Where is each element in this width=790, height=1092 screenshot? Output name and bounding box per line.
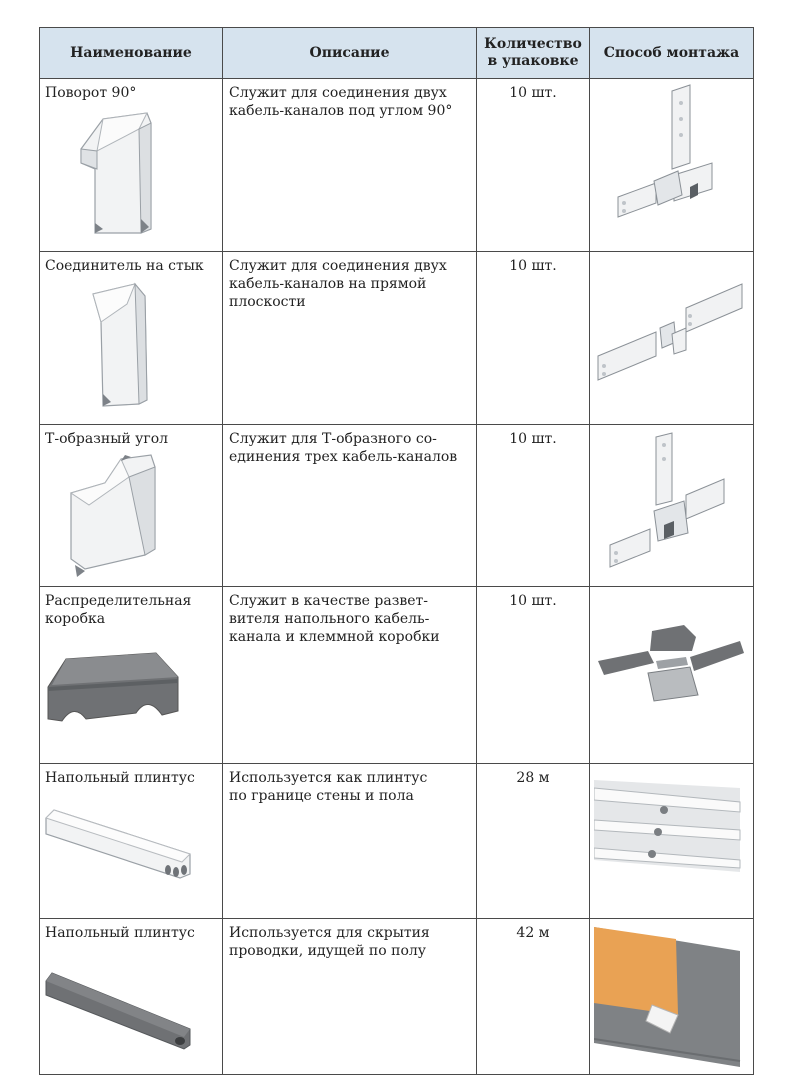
- description-line: Служит для Т-образного со-: [229, 431, 437, 447]
- row-mounting-cell: [590, 587, 754, 764]
- corner-90-mounting-icon: [594, 83, 749, 247]
- description-line: вителя напольного кабель-: [229, 611, 430, 627]
- joint-connector-mounting-icon: [594, 256, 749, 420]
- table-row: [40, 79, 754, 252]
- corner-90-part-icon: [75, 111, 165, 236]
- row-name: Соединитель на стык: [45, 258, 204, 274]
- row-mounting-cell: [590, 919, 754, 1075]
- name-line: Распределительная: [45, 593, 192, 609]
- row-description-cell: [223, 587, 477, 764]
- description-line: Используется как плинтус: [229, 770, 428, 786]
- distribution-box-mounting-icon: [594, 591, 749, 759]
- row-description-cell: [223, 425, 477, 587]
- row-name-cell: [40, 919, 223, 1075]
- row-quantity: 10 шт.: [509, 593, 557, 609]
- description-line: проводки, идущей по полу: [229, 943, 427, 959]
- floor-skirting-part-icon: [44, 804, 194, 884]
- row-quantity-cell: [477, 252, 590, 425]
- row-name: [40, 587, 222, 628]
- row-mounting-cell: [590, 764, 754, 919]
- row-description-cell: [223, 764, 477, 919]
- row-name-cell: [40, 764, 223, 919]
- t-corner-mounting-icon: [594, 429, 749, 583]
- floor-cable-cover-mounting-icon: [594, 923, 749, 1069]
- description-line: кабель-каналов на прямой: [229, 276, 427, 292]
- header-quantity-line2: в упаковке: [487, 53, 579, 69]
- header-mounting: Способ монтажа: [590, 28, 754, 79]
- description-line: Служит для соединения двух: [229, 258, 447, 274]
- distribution-box-part-icon: [44, 649, 184, 729]
- row-quantity-cell: [477, 919, 590, 1075]
- t-corner-part-icon: [65, 453, 165, 581]
- floor-cable-cover-part-icon: [44, 969, 194, 1059]
- description-line: плоскости: [229, 294, 306, 310]
- row-mounting-cell: [590, 425, 754, 587]
- row-name: Напольный плинтус: [45, 770, 195, 786]
- joint-connector-part-icon: [85, 282, 165, 412]
- table-row: [40, 252, 754, 425]
- row-name: Поворот 90°: [45, 85, 137, 101]
- description-line: Служит для соединения двух: [229, 85, 447, 101]
- row-name-cell: [40, 252, 223, 425]
- row-quantity: 10 шт.: [509, 258, 557, 274]
- row-mounting-cell: [590, 79, 754, 252]
- table-row: [40, 425, 754, 587]
- description-line: Используется для скрытия: [229, 925, 430, 941]
- row-quantity-cell: [477, 764, 590, 919]
- row-name-cell: [40, 587, 223, 764]
- row-quantity-cell: [477, 425, 590, 587]
- row-quantity: 10 шт.: [509, 431, 557, 447]
- row-description-cell: [223, 79, 477, 252]
- header-name: Наименование: [40, 28, 223, 79]
- row-name-cell: [40, 425, 223, 587]
- header-quantity: [477, 28, 590, 79]
- description-line: канала и клеммной коробки: [229, 629, 440, 645]
- row-quantity: 42 м: [516, 925, 550, 941]
- description-line: кабель-каналов под углом 90°: [229, 103, 453, 119]
- row-name-cell: [40, 79, 223, 252]
- table-row: [40, 764, 754, 919]
- description-line: Служит в качестве развет-: [229, 593, 429, 609]
- table-row: [40, 587, 754, 764]
- header-description: Описание: [223, 28, 477, 79]
- row-quantity: 10 шт.: [509, 85, 557, 101]
- accessories-table: [39, 27, 754, 1075]
- row-mounting-cell: [590, 252, 754, 425]
- row-quantity: 28 м: [516, 770, 550, 786]
- description-line: по границе стены и пола: [229, 788, 414, 804]
- row-description-cell: [223, 252, 477, 425]
- row-description-cell: [223, 919, 477, 1075]
- row-quantity-cell: [477, 587, 590, 764]
- row-name: Напольный плинтус: [45, 925, 195, 941]
- table-header-row: [40, 28, 754, 79]
- row-name: Т-образный угол: [45, 431, 169, 447]
- floor-skirting-mounting-icon: [594, 768, 749, 914]
- header-quantity-line1: Количество: [484, 36, 582, 52]
- description-line: единения трех кабель-каналов: [229, 449, 458, 465]
- row-quantity-cell: [477, 79, 590, 252]
- table-row: [40, 919, 754, 1075]
- name-line: коробка: [45, 611, 106, 627]
